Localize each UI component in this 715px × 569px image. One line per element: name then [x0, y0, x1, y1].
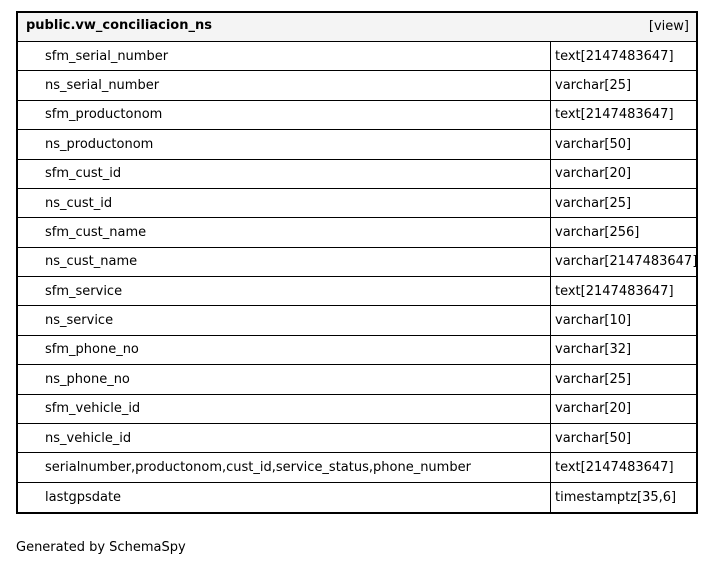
column-row — [18, 336, 696, 365]
column-row — [18, 42, 696, 71]
column-row — [18, 218, 696, 247]
column-name[interactable]: ns_phone_no — [45, 371, 130, 387]
column-name[interactable]: sfm_serial_number — [45, 48, 169, 64]
column-row — [18, 160, 696, 189]
column-name[interactable]: ns_cust_id — [45, 195, 113, 211]
column-row — [18, 101, 696, 130]
column-row — [18, 189, 696, 218]
column-type: timestamptz[35,6] — [555, 489, 677, 505]
generated-by-footer: Generated by SchemaSpy — [16, 540, 186, 555]
column-type: varchar[25] — [555, 371, 632, 387]
column-type: varchar[32] — [555, 342, 632, 358]
table-kind-label: [view] — [648, 19, 689, 34]
column-type: varchar[20] — [555, 166, 632, 182]
column-name[interactable]: ns_vehicle_id — [45, 430, 132, 446]
column-name[interactable]: sfm_phone_no — [45, 342, 139, 358]
column-row — [18, 248, 696, 277]
column-type: varchar[50] — [555, 430, 632, 446]
column-name[interactable]: sfm_vehicle_id — [45, 401, 141, 417]
column-type: varchar[25] — [555, 78, 632, 94]
column-list — [18, 42, 696, 512]
column-type: text[2147483647] — [555, 283, 674, 299]
table-name[interactable]: public.vw_conciliacion_ns — [26, 18, 212, 33]
column-type: varchar[25] — [555, 195, 632, 211]
column-name[interactable]: sfm_cust_name — [45, 224, 147, 240]
column-type: text[2147483647] — [555, 459, 674, 475]
column-name[interactable]: ns_productonom — [45, 136, 154, 152]
column-type: text[2147483647] — [555, 48, 674, 64]
table-header — [18, 13, 696, 42]
column-name[interactable]: ns_service — [45, 313, 114, 329]
column-name[interactable]: ns_serial_number — [45, 78, 160, 94]
column-row — [18, 424, 696, 453]
column-row — [18, 306, 696, 335]
column-type: text[2147483647] — [555, 107, 674, 123]
column-row — [18, 130, 696, 159]
column-row — [18, 483, 696, 512]
column-row — [18, 277, 696, 306]
column-row — [18, 395, 696, 424]
column-name[interactable]: ns_cust_name — [45, 254, 138, 270]
column-name[interactable]: sfm_productonom — [45, 107, 163, 123]
column-row — [18, 453, 696, 482]
column-name[interactable]: serialnumber,productonom,cust_id,service_status,phone_number — [45, 459, 471, 475]
column-type: varchar[10] — [555, 313, 632, 329]
table-diagram-box — [16, 11, 698, 514]
column-type: varchar[256] — [555, 224, 640, 240]
column-type: varchar[50] — [555, 136, 632, 152]
column-type: varchar[2147483647] — [555, 254, 698, 270]
column-row — [18, 71, 696, 100]
column-name[interactable]: sfm_cust_id — [45, 166, 122, 182]
column-name[interactable]: sfm_service — [45, 283, 123, 299]
column-type: varchar[20] — [555, 401, 632, 417]
column-name[interactable]: lastgpsdate — [45, 489, 122, 505]
column-row — [18, 365, 696, 394]
